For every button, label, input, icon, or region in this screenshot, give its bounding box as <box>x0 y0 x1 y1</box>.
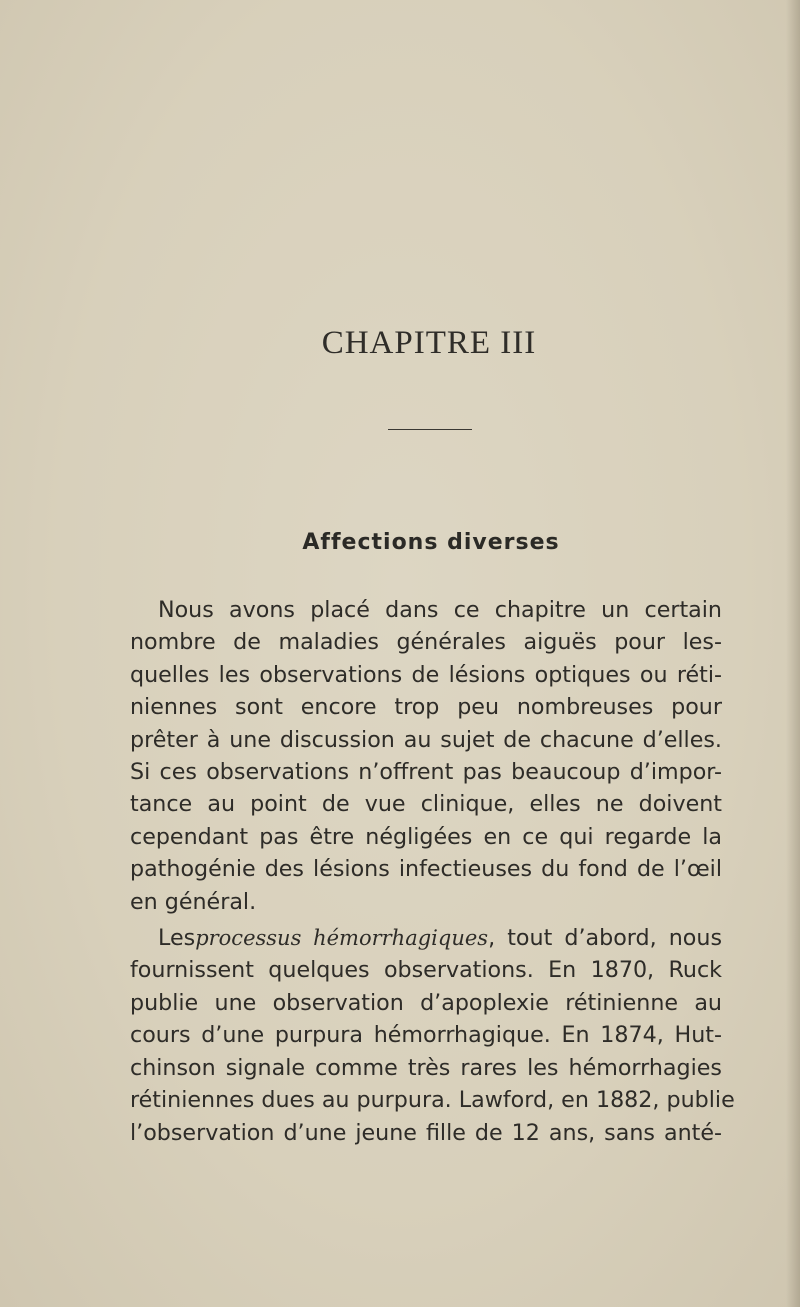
text-line: pathogénie des lésions infectieuses du fond de l’œil <box>130 856 722 883</box>
text-line: nombre de maladies générales aiguës pour les- <box>130 629 722 656</box>
text-line: prêter à une discussion au sujet de chacune d’elles. <box>130 726 722 753</box>
text-line: l’observation d’une jeune fille de 12 ans, sans anté- <box>130 1119 722 1146</box>
text-line: publie une observation d’apoplexie rétinienne au <box>130 989 722 1016</box>
text-line: en général. <box>130 888 257 915</box>
paragraph-2 <box>130 922 735 1149</box>
body-text <box>130 594 735 1149</box>
paragraph-1 <box>130 594 722 918</box>
text-line-with-italic <box>130 922 722 954</box>
text-line: cours d’une purpura hémorrhagique. En 1874, Hut- <box>130 1022 722 1049</box>
text-line: tance au point de vue clinique, elles ne doivent <box>130 791 722 818</box>
text-line: rétiniennes dues au purpura. Lawford, en 1882, publie <box>130 1087 735 1114</box>
text-line: cependant pas être négligées en ce qui regarde la <box>130 823 722 850</box>
text-fragment: Les <box>158 925 196 952</box>
text-fragment: , tout d’abord, nous <box>488 925 723 952</box>
text-line: quelles les observations de lésions optiques ou réti- <box>130 661 722 688</box>
page-edge-shadow <box>786 0 800 1307</box>
text-line: niennes sont encore trop peu nombreuses pour <box>130 694 722 721</box>
text-line: Si ces observations n’offrent pas beaucoup d’impor- <box>130 759 722 786</box>
section-title: Affections diverses <box>302 530 560 555</box>
text-line: fournissent quelques observations. En 1870, Ruck <box>130 957 722 984</box>
title-rule <box>388 429 472 430</box>
text-line: chinson signale comme très rares les hémorrhagies <box>130 1054 722 1081</box>
chapter-title: CHAPITRE III <box>321 325 537 361</box>
text-line: Nous avons placé dans ce chapitre un certain <box>158 597 722 623</box>
italic-term: processus hémorrhagiques <box>195 926 489 951</box>
